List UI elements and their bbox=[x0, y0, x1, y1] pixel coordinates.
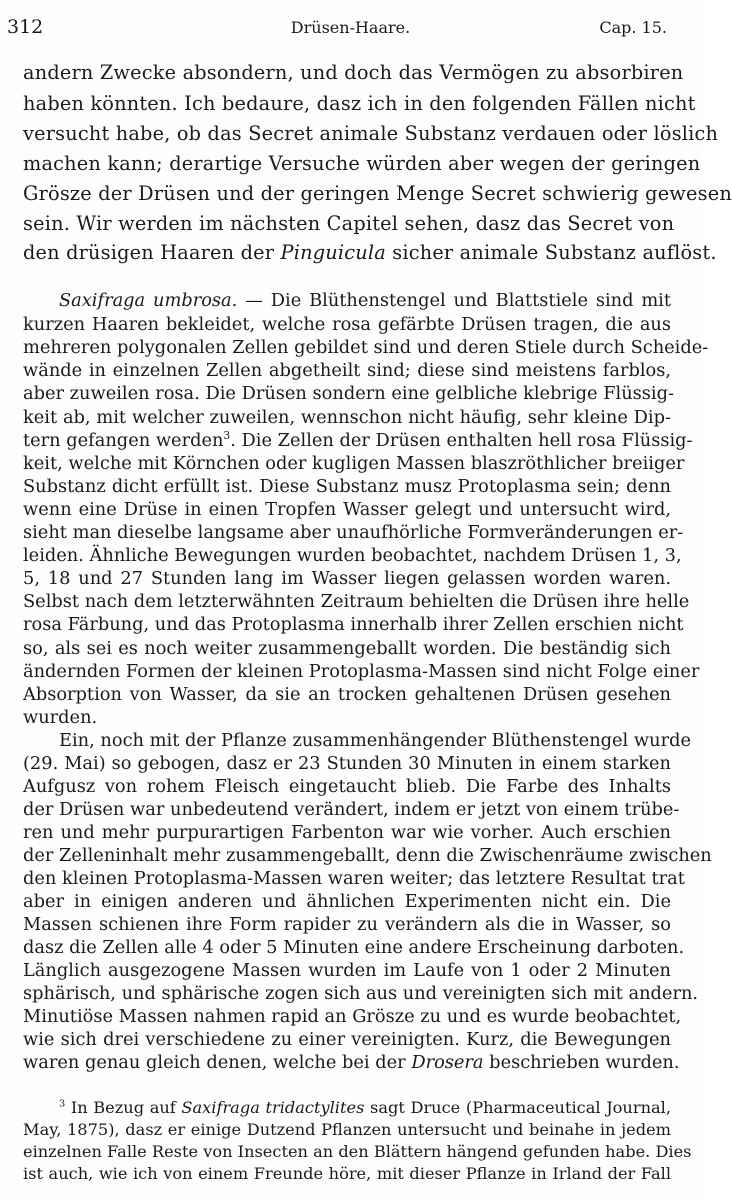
footnote-marker: 3 bbox=[59, 1098, 66, 1110]
text-line: wie sich drei verschiedene zu einer vereinigten. Kurz, die Bewegungen bbox=[23, 1029, 671, 1050]
text-line: den kleinen Protoplasma-Massen waren weiter; das letztere Resultat trat bbox=[23, 868, 685, 889]
footnote bbox=[59, 1098, 671, 1117]
running-title: Drüsen-Haare. bbox=[290, 18, 411, 37]
text-line: so, als sei es noch weiter zusammengeballt worden. Die beständig sich bbox=[23, 638, 671, 659]
text-line: sein. Wir werden im nächsten Capitel sehen, dasz das Secret von bbox=[23, 212, 675, 235]
text-line: leiden. Ähnliche Bewegungen wurden beobachtet, nachdem Drüsen 1, 3, bbox=[23, 545, 682, 566]
page-header bbox=[0, 16, 701, 46]
footnote-line: May, 1875), dasz er einige Dutzend Pflanzen untersucht und beinahe in jedem bbox=[23, 1120, 671, 1139]
text-line: 5, 18 und 27 Stunden lang im Wasser liegen gelassen worden waren. bbox=[23, 568, 671, 589]
page-number: 312 bbox=[7, 16, 44, 38]
text-line: Grösze der Drüsen und der geringen Menge Secret schwierig gewesen bbox=[23, 182, 732, 205]
text-line: sieht man dieselbe langsame aber unaufhörliche Formveränderungen er- bbox=[23, 522, 684, 543]
text-line: haben könnten. Ich bedaure, dasz ich in den folgenden Fällen nicht bbox=[23, 92, 696, 115]
text-line: Ein, noch mit der Pflanze zusammenhängender Blüthenstengel wurde bbox=[59, 730, 691, 751]
text-line: wenn eine Drüse in einen Tropfen Wasser gelegt und untersucht wird, bbox=[23, 499, 671, 520]
text-line: mehreren polygonalen Zellen gebildet sind und deren Stiele durch Scheide- bbox=[23, 337, 709, 358]
section-first-line bbox=[59, 290, 671, 311]
text-run: — Die Blüthenstengel und Blattstiele sind mit bbox=[237, 290, 672, 311]
text-line: aber zuweilen rosa. Die Drüsen sondern eine gelbliche klebrige Flüssig- bbox=[23, 383, 675, 404]
text-line: der Drüsen war unbedeutend verändert, indem er jetzt von einem trübe- bbox=[23, 799, 680, 820]
text-line: ren und mehr purpurartigen Farbenton war wie vorher. Auch erschien bbox=[23, 822, 671, 843]
footnote-line: einzelnen Falle Reste von Insecten an den Blättern hängend gefunden habe. Dies bbox=[23, 1142, 692, 1161]
text-line: sphärisch, und sphärische zogen sich aus und vereinigten sich mit andern. bbox=[23, 983, 699, 1004]
text-line: kurzen Haaren bekleidet, welche rosa gefärbte Drüsen tragen, die aus bbox=[23, 314, 671, 335]
text-line: keit, welche mit Körnchen oder kugligen Massen blaszröthlicher breiiger bbox=[23, 453, 685, 474]
text-line: aber in einigen anderen und ähnlichen Experimenten nicht ein. Die bbox=[23, 891, 671, 912]
text-line: rosa Färbung, und das Protoplasma innerhalb ihrer Zellen erschien nicht bbox=[23, 614, 684, 635]
text-line: versucht habe, ob das Secret animale Substanz verdauen oder löslich bbox=[23, 122, 719, 145]
text-run: sagt Druce (Pharmaceutical Journal, bbox=[364, 1098, 671, 1117]
text-line: ändernden Formen der kleinen Protoplasma-Massen sind nicht Folge einer bbox=[23, 661, 700, 682]
text-line: keit ab, mit welcher zuweilen, wennschon nicht häufig, sehr kleine Dip- bbox=[23, 407, 671, 428]
text-line: (29. Mai) so gebogen, dasz er 23 Stunden 30 Minuten in einem starken bbox=[23, 753, 671, 774]
species-name: Pinguicula bbox=[280, 241, 386, 264]
text-line: Selbst nach dem letzterwähnten Zeitraum behielten die Drüsen ihre helle bbox=[23, 591, 690, 612]
text-line: Massen schienen ihre Form rapider zu verändern als die in Wasser, so bbox=[23, 914, 671, 935]
text-line: machen kann; derartige Versuche würden aber wegen der geringen bbox=[23, 152, 701, 175]
text-line: der Zelleninhalt mehr zusammengeballt, denn die Zwischenräume zwischen bbox=[23, 845, 712, 866]
text-line: wurden. bbox=[23, 707, 98, 728]
text-line: wände in einzelnen Zellen abgetheilt sind; diese sind meistens farblos, bbox=[23, 360, 671, 381]
footnote-line: ist auch, wie ich von einem Freunde höre, mit dieser Pflanze in Irland der Fall bbox=[23, 1164, 671, 1183]
text-run: sicher animale Substanz auflöst. bbox=[385, 241, 717, 264]
text-run: tern gefangen werden bbox=[23, 430, 224, 451]
text-line: Absorption von Wasser, da sie an trocken gehaltenen Drüsen gesehen bbox=[23, 684, 671, 705]
text-line bbox=[23, 429, 693, 451]
text-line: andern Zwecke absondern, und doch das Vermögen zu absorbiren bbox=[23, 61, 684, 84]
section-title: Saxifraga umbrosa. bbox=[59, 290, 238, 311]
text-line: Aufgusz von rohem Fleisch eingetaucht blieb. Die Farbe des Inhalts bbox=[23, 776, 671, 797]
text-run: waren genau gleich denen, welche bei der bbox=[23, 1052, 412, 1073]
text-line bbox=[23, 1052, 680, 1073]
chapter-label: Cap. 15. bbox=[599, 18, 667, 37]
text-line: Substanz dicht erfüllt ist. Diese Substanz musz Protoplasma sein; denn bbox=[23, 476, 671, 497]
text-line: dasz die Zellen alle 4 oder 5 Minuten eine andere Erscheinung darboten. bbox=[23, 937, 685, 958]
species-name: Saxifraga tridactylites bbox=[181, 1098, 365, 1117]
text-run: beschrieben wurden. bbox=[483, 1052, 680, 1073]
text-line: Minutiöse Massen nahmen rapid an Grösze zu und es wurde beobachtet, bbox=[23, 1006, 682, 1027]
text-run: . Die Zellen der Drüsen enthalten hell rosa Flüssig- bbox=[230, 430, 693, 451]
text-line: Länglich ausgezogene Massen wurden im Laufe von 1 oder 2 Minuten bbox=[23, 960, 671, 981]
footnote-reference[interactable]: 3 bbox=[223, 429, 231, 443]
text-run: In Bezug auf bbox=[65, 1098, 182, 1117]
text-run: den drüsigen Haaren der bbox=[23, 241, 281, 264]
text-line bbox=[23, 241, 717, 264]
species-name: Drosera bbox=[411, 1052, 484, 1073]
